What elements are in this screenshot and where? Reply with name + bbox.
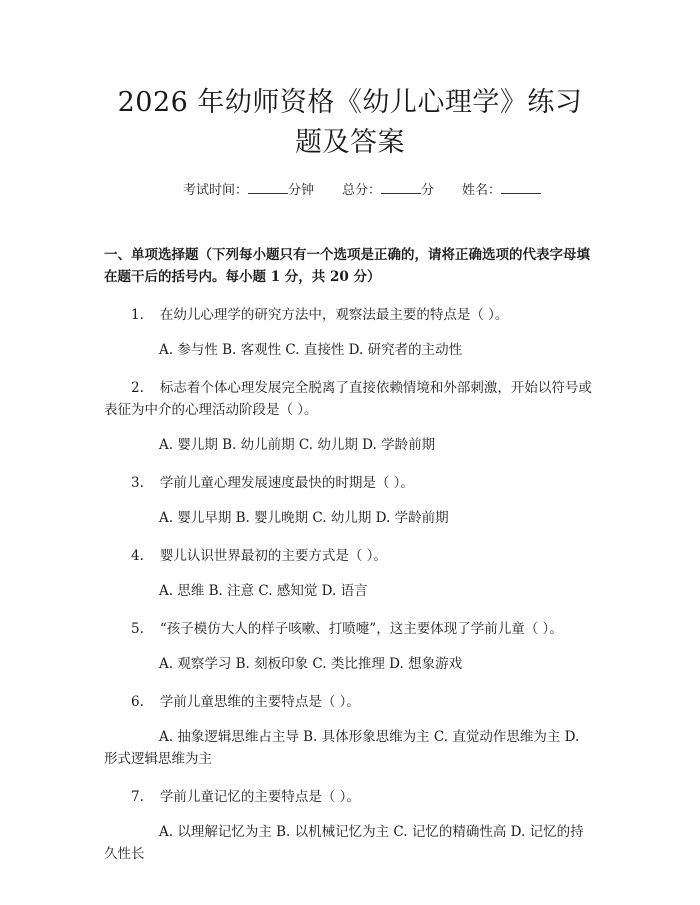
exam-time-blank — [248, 181, 288, 194]
total-score-label: 总分： — [341, 183, 381, 198]
question-text: 学前儿童记忆的主要特点是（ ）。 — [159, 789, 360, 805]
question-text: 学前儿童思维的主要特点是（ ）。 — [159, 694, 360, 710]
question-7 — [104, 786, 596, 808]
question-4 — [104, 545, 596, 567]
question-text: 婴儿认识世界最初的主要方式是（ ）。 — [159, 548, 387, 564]
question-text: 标志着个体心理发展完全脱离了直接依赖情境和外部刺激，开始以符号或表征为中介的心理活动阶段是（ ）。 — [104, 380, 592, 418]
section-heading: 一、单项选择题（下列每小题只有一个选项是正确的，请将正确选项的代表字母填在题干后的括号内。每小题 1 分，共 20 分） — [104, 247, 590, 285]
question-6-options: A. 抽象逻辑思维占主导 B. 具体形象思维为主 C. 直觉动作思维为主 D. 形式逻辑思维为主 — [104, 729, 580, 767]
question-2 — [104, 377, 596, 421]
question-number: 3. — [131, 475, 144, 491]
question-4-options: A. 思维 B. 注意 C. 感知觉 D. 语言 — [159, 583, 368, 599]
question-2-options: A. 婴儿期 B. 幼儿前期 C. 幼儿期 D. 学龄前期 — [159, 437, 436, 453]
question-number: 7. — [131, 789, 144, 805]
question-number: 4. — [131, 548, 144, 564]
question-number: 6. — [131, 694, 144, 710]
exam-time-unit: 分钟 — [287, 183, 314, 198]
question-number: 1. — [131, 307, 144, 323]
question-1 — [104, 304, 596, 326]
total-score-unit: 分 — [421, 183, 435, 198]
question-1-options: A. 参与性 B. 客观性 C. 直接性 D. 研究者的主动性 — [159, 342, 463, 358]
question-text: 学前儿童心理发展速度最快的时期是（ ）。 — [159, 475, 414, 491]
page-title: 2026 年幼师资格《幼儿心理学》练习题及答案 — [117, 87, 583, 158]
total-score-blank — [381, 181, 421, 194]
exam-time-label: 考试时间： — [182, 183, 248, 198]
exam-info-line — [104, 181, 596, 201]
question-3-options: A. 婴儿早期 B. 婴儿晚期 C. 幼儿期 D. 学龄前期 — [159, 510, 449, 526]
question-3 — [104, 472, 596, 494]
question-text: “孩子模仿大人的样子咳嗽、打喷嚏”，这主要体现了学前儿童（ ）。 — [159, 621, 563, 637]
question-number: 2. — [131, 380, 144, 396]
name-blank — [501, 181, 541, 194]
question-5-options: A. 观察学习 B. 刻板印象 C. 类比推理 D. 想象游戏 — [159, 656, 463, 672]
question-number: 5. — [131, 621, 144, 637]
question-text: 在幼儿心理学的研究方法中，观察法最主要的特点是（ ）。 — [159, 307, 509, 323]
question-7-options: A. 以理解记忆为主 B. 以机械记忆为主 C. 记忆的精确性高 D. 记忆的持久性长 — [104, 824, 584, 862]
question-5 — [104, 618, 596, 640]
name-label: 姓名： — [462, 183, 502, 198]
question-6 — [104, 691, 596, 713]
